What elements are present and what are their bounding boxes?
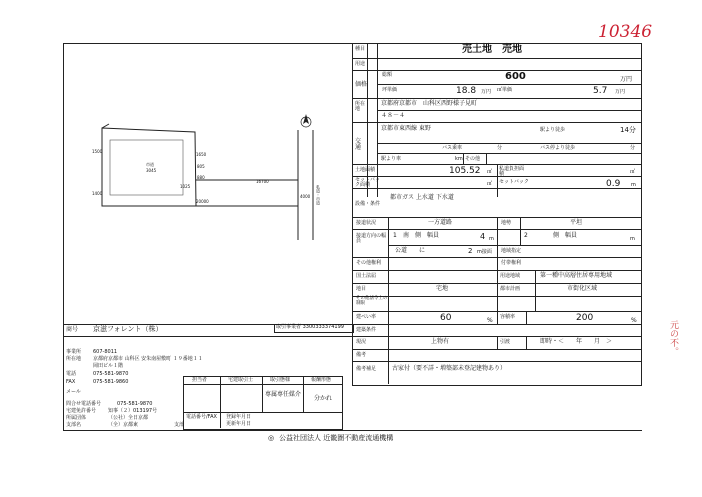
category-value: 宅地 [436, 285, 449, 292]
setback-value: 0.9 [606, 179, 621, 189]
fax-value: 075-581-9860 [93, 379, 129, 385]
road-status-value: 一方道路 [428, 219, 453, 226]
remarks-label: 備考 [356, 352, 367, 358]
bus-ride-label: バス乗車 [442, 145, 463, 151]
fax-label: FAX [66, 379, 76, 385]
address-label: 所在地 [66, 356, 82, 362]
building-cond-label: 建築条件 [356, 327, 377, 333]
frontage-value: 2 [468, 247, 473, 255]
location-address1: 京都府京都市 山科区西野様子見町 [381, 100, 478, 107]
land-area-label: 土地面積 [355, 167, 376, 173]
coverage-label: 建ぺい率 [356, 314, 377, 320]
map-label-1400: 1400 [92, 191, 103, 196]
current-value: 上物有 [431, 338, 450, 345]
map-label-16700: 16700 [256, 179, 269, 184]
bus-walk-label: バス停より徒歩 [540, 145, 576, 151]
address-value2: 岡田ビル１階 [93, 363, 124, 369]
road-dir2-unit: m [630, 236, 635, 242]
association-label: 所属団体 [66, 415, 87, 421]
far-label: 容積率 [500, 314, 516, 320]
total-value: 600 [505, 71, 526, 82]
tel-value: 075-581-9870 [93, 371, 129, 377]
terrain-value: 平坦 [570, 219, 583, 226]
far-value: 200 [576, 313, 594, 323]
bus-ride-unit: 分 [497, 145, 503, 151]
broker-number: 取引事業者 3300333374199 [276, 324, 344, 330]
trade-name: 京滋フォレント（株） [93, 325, 163, 333]
map-label-4000: 4000 [300, 194, 311, 199]
land-area-unit: ㎡ [487, 169, 493, 175]
notes-label: 備考補足 [356, 366, 377, 372]
office-value: 607-8011 [93, 349, 118, 355]
total-label: 総額 [382, 72, 393, 78]
handover-value: 即時・＜ 年 月 ＞ [540, 338, 613, 345]
setback-area-label: セットバック面積 [355, 177, 380, 188]
transport-line: 京都市東西線 東野 [381, 125, 431, 132]
trade-label: 商号 [66, 326, 79, 333]
address-value: 京都府京都市 山科区 安朱南屋敷町 １９番地１１ [93, 356, 203, 362]
other-restrict-label: その他法令上の制限 [356, 296, 388, 306]
office-label: 事業所 [66, 349, 82, 355]
staff-tel-label: 電話番号/FAX [186, 414, 217, 420]
land-area-value: 105.52 [449, 166, 481, 176]
sqm-label: ㎡単価 [497, 87, 513, 93]
city-plan-value: 市街化区域 [567, 285, 598, 292]
other-label: その他 [465, 156, 481, 162]
road-dir1-num: 1 [393, 232, 397, 239]
map-label-1500: 1500 [92, 149, 103, 154]
setback-area-unit: ㎡ [487, 181, 493, 187]
contact-label: 問合せ電話番号 [66, 401, 102, 407]
mode-value: 専属専任媒介 [265, 391, 302, 398]
location-address2: ４８－４ [381, 112, 406, 119]
national-law-label: 国土法届 [356, 273, 377, 279]
total-unit: 万円 [620, 76, 633, 83]
staff-h3: 取引態様 [270, 377, 291, 383]
license-label: 宅建免許番号 [66, 408, 97, 414]
branch-value: （全）京都東 [108, 422, 139, 428]
private-road-unit: ㎡ [630, 169, 636, 175]
sqm-unit: 万円 [615, 89, 626, 95]
use-zone-label: 用途地域 [500, 273, 521, 279]
zoning-label: 地域指定 [501, 248, 522, 254]
road-dir1-text: 南 側 幅員 [403, 232, 440, 239]
map-label-20000: 20000 [196, 199, 209, 204]
license-value: 知事（２）013197号 [108, 408, 158, 414]
public-road: 公道 に [395, 247, 426, 254]
registered-label: 登録年月日 [226, 414, 252, 420]
setback-label: セットバック [499, 179, 529, 185]
sqm-value: 5.7 [593, 86, 608, 96]
far-unit: % [631, 317, 637, 324]
handwritten-number: 10346 [598, 22, 653, 42]
tsubo-unit: 万円 [481, 89, 492, 95]
page-title: 売土地 売地 [462, 44, 522, 55]
branch-label: 支部名 [66, 422, 82, 428]
tsubo-value: 18.8 [456, 86, 477, 96]
map-label-1025: 1025 [180, 184, 191, 189]
use-zone-value: 第一種中高層住居専用地域 [540, 272, 613, 279]
city-plan-label: 都市計画 [500, 286, 521, 292]
road-dir2-num: 2 [524, 232, 528, 239]
current-label: 現況 [356, 339, 367, 345]
road-direction-label: 接道方向の幅員 [356, 233, 387, 244]
walk-label: 駅より徒歩 [540, 127, 566, 133]
document-frame [63, 43, 642, 431]
setback-unit: m [631, 182, 636, 188]
updated-label: 更新年月日 [226, 421, 252, 427]
price-label: 価格 [355, 81, 368, 88]
km-label: km [455, 156, 463, 162]
coverage-unit: % [487, 317, 493, 324]
map-label-805: 805 [197, 164, 205, 169]
map-house-label: 市道 [146, 162, 154, 167]
bus-walk-unit: 分 [630, 145, 636, 151]
fee-value: 分かれ [314, 395, 333, 402]
notes-value: 古家付（要不詳・増築部未登記建物あり） [392, 365, 507, 372]
facilities-value: 都市ガス 上水道 下水道 [390, 194, 454, 201]
equipment-label: 付帯権利 [501, 260, 522, 266]
map-road-label: 私道・市道 [316, 185, 321, 205]
frontage-unit: m接面 [477, 249, 492, 255]
road-dir1-unit: m [489, 236, 494, 242]
car-label: 駅より車 [381, 156, 402, 162]
contact-value: 075-581-9870 [117, 401, 153, 407]
staff-h2: 宅建取引士 [228, 377, 254, 383]
tsubo-label: 坪単価 [382, 87, 398, 93]
branch-suffix: 支部 [174, 422, 185, 428]
handwritten-note: 元の不。 [668, 320, 678, 356]
use-label: 用途 [355, 61, 366, 67]
coverage-value: 60 [440, 313, 452, 323]
category-label: 地目 [356, 286, 367, 292]
association-value: （公社）全日京都 [108, 415, 149, 421]
private-road-label: 私道負担面積 [499, 166, 525, 177]
handover-label: 引渡 [500, 339, 511, 345]
staff-h4: 報酬形態 [311, 377, 332, 383]
location-label: 所在地 [355, 101, 366, 112]
transport-label: 交通 [355, 138, 362, 151]
road-status-label: 接道状況 [356, 220, 377, 226]
footer-org: 公益社団法人 近畿圏不動産流通機構 [279, 434, 394, 442]
walk-minutes: 14分 [620, 126, 636, 134]
tel-label: 電話 [66, 371, 77, 377]
road-dir1-width: 4 [480, 232, 486, 241]
map-label-1650: 1650 [196, 152, 207, 157]
mail-label: メール [66, 389, 81, 395]
map-label-880: 880 [197, 175, 205, 180]
facilities-label: 設備・条件 [355, 201, 381, 207]
footer-org-icon: ◎ [268, 434, 275, 442]
type-label: 種目 [355, 46, 366, 52]
staff-h1: 担当者 [192, 377, 208, 383]
road-dir2-text: 側 幅員 [553, 232, 578, 239]
terrain-label: 地勢 [501, 220, 512, 226]
rights-label: その他権利 [356, 260, 382, 266]
map-label-3045: 3045 [146, 168, 157, 173]
